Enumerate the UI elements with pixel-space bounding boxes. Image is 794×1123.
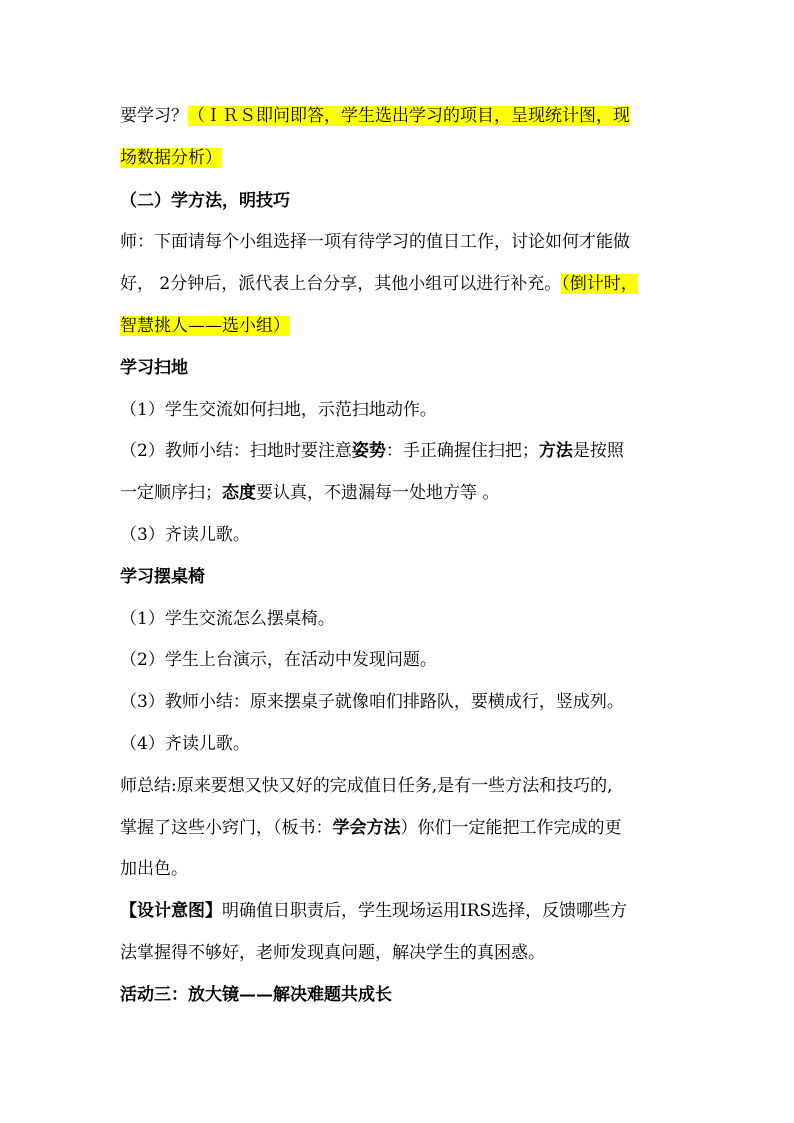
section-heading-method: （二）学方法，明技巧 xyxy=(120,191,290,211)
text-share: 好， 2分钟后，派代表上台分享，其他小组可以进行补充。 xyxy=(120,274,562,294)
subheading-sweeping: 学习扫地 xyxy=(120,358,188,378)
highlight-countdown: （倒计时， xyxy=(561,274,638,294)
desks-item-3: （3）教师小结：原来摆桌子就像咱们排路队，要横成行，竖成列。 xyxy=(120,692,624,712)
paragraph-irs-line-1 xyxy=(120,104,680,128)
text-span: 明确值日职责后，学生现场运用IRS选择，反馈哪些方 xyxy=(222,901,628,921)
teacher-summary-line-3: 加出色。 xyxy=(120,859,188,879)
teacher-instruction-line-3 xyxy=(120,314,680,338)
teacher-summary-line-2 xyxy=(120,816,680,840)
design-intent-label: 【设计意图】 xyxy=(120,901,222,921)
text-span: 要认真，不遗漏每一处地方等 。 xyxy=(256,483,500,503)
text-span: ：手正确握住扫把； xyxy=(385,441,539,461)
text-span: 一定顺序扫； xyxy=(120,483,222,503)
text-span: 是按照 xyxy=(572,441,624,461)
sweeping-item-2-cont xyxy=(120,481,680,505)
design-intent-line-2: 法掌握得不够好，老师发现真问题，解决学生的真困惑。 xyxy=(120,943,545,963)
sweeping-item-3: （3）齐读儿歌。 xyxy=(120,525,250,545)
bold-method: 方法 xyxy=(538,441,573,461)
sweeping-item-2 xyxy=(120,439,680,463)
desks-item-4: （4）齐读儿歌。 xyxy=(120,734,250,754)
activity-three-heading: 活动三：放大镜——解决难题共成长 xyxy=(120,985,392,1005)
paragraph-irs-line-2 xyxy=(120,146,680,170)
desks-item-1: （1）学生交流怎么摆桌椅。 xyxy=(120,609,335,629)
bold-posture: 姿势 xyxy=(351,441,386,461)
sweeping-item-1: （1）学生交流如何扫地，示范扫地动作。 xyxy=(120,400,437,420)
design-intent-line-1 xyxy=(120,899,680,923)
text-span: ）你们一定能把工作完成的更 xyxy=(400,818,622,838)
teacher-instruction-line-1: 师：下面请每个小组选择一项有待学习的值日工作，讨论如何才能做 xyxy=(120,232,630,252)
teacher-summary-line-1: 师总结:原来要想又快又好的完成值日任务,是有一些方法和技巧的, xyxy=(120,776,613,796)
desks-item-2: （2）学生上台演示，在活动中发现问题。 xyxy=(120,650,437,670)
highlight-irs-note: （ＩＲＳ即问即答，学生选出学习的项目，呈现统计图，现 xyxy=(188,106,630,126)
text-span: 掌握了这些小窍门，（板书： xyxy=(120,818,333,838)
highlight-irs-note-cont: 场数据分析） xyxy=(120,148,222,168)
subheading-desks: 学习摆桌椅 xyxy=(120,567,205,587)
bold-learn-method: 学会方法 xyxy=(332,818,401,838)
highlight-pick-group: 智慧挑人——选小组） xyxy=(120,316,290,336)
teacher-instruction-line-2 xyxy=(120,272,680,296)
text-span: （2）教师小结：扫地时要注意 xyxy=(120,441,352,461)
text-yao-xuexi: 要学习？ xyxy=(120,106,188,126)
bold-attitude: 态度 xyxy=(222,483,256,503)
